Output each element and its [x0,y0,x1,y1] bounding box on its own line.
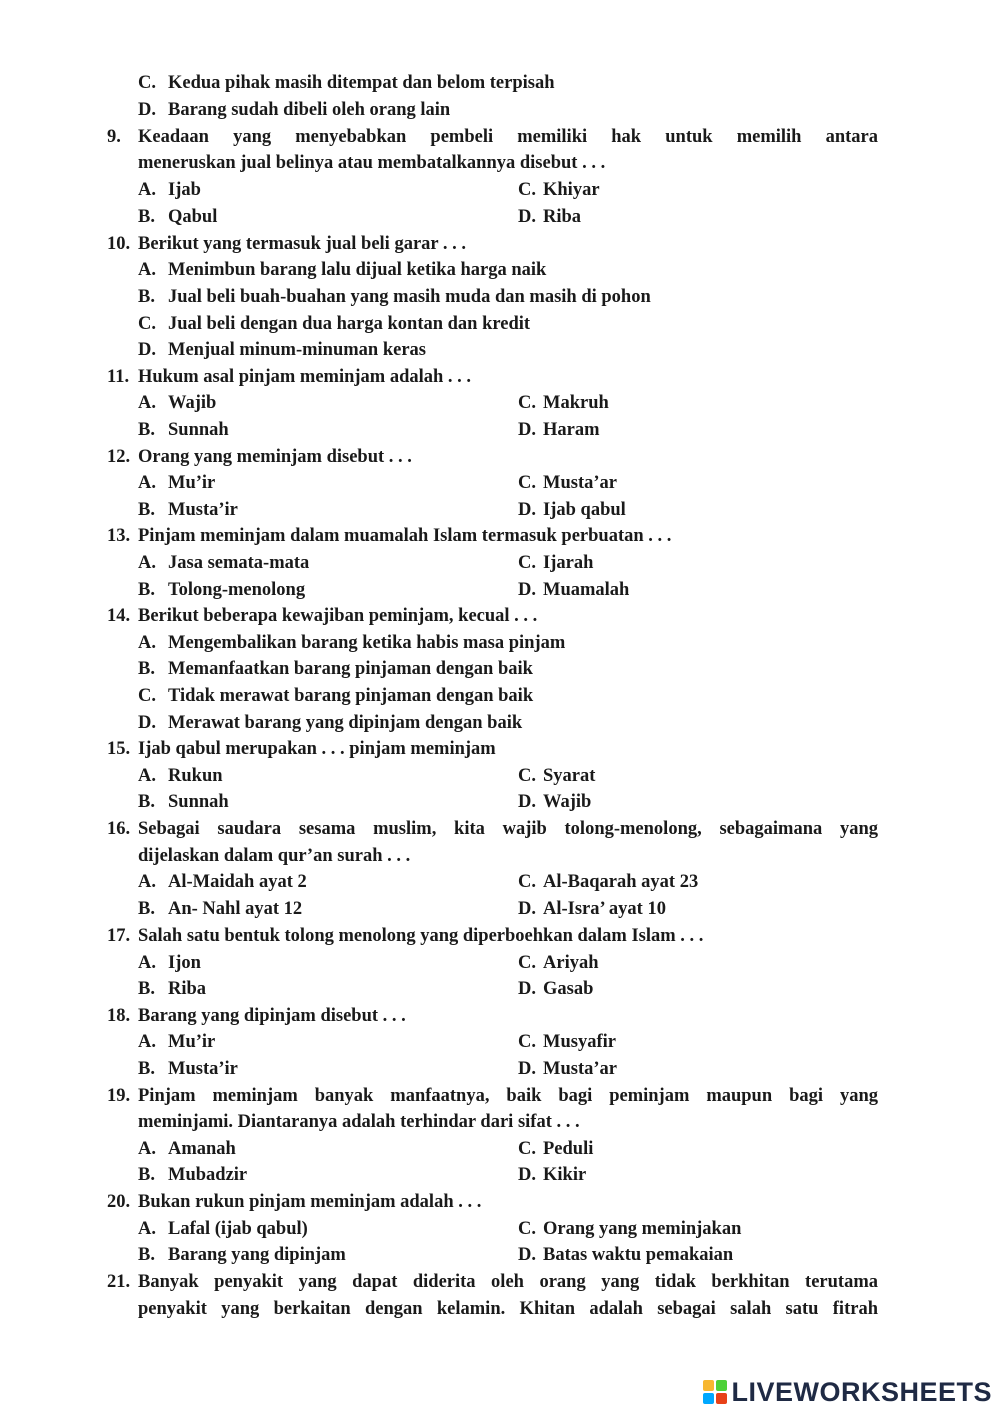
option-d[interactable]: D. Barang sudah dibeli oleh orang lain [138,100,451,120]
question-17 [107,923,703,949]
option-a[interactable]: A. Mu’ir [138,473,216,493]
option-c[interactable]: C. Ijarah [518,553,594,573]
option-c[interactable]: C. Musyafir [518,1032,616,1052]
question-text: Banyak penyakit yang dapat diderita oleh orang yang tidak berkhitan terutama [138,1272,878,1292]
liveworksheets-icon [703,1380,727,1404]
question-number: 10. [107,234,131,254]
question-text: Hukum asal pinjam meminjam adalah . . . [138,367,472,387]
option-d[interactable]: D. Musta’ar [518,1059,617,1079]
question-15 [107,736,496,762]
question-number: 11. [107,367,130,387]
option-d[interactable]: D. Merawat barang yang dipinjam dengan baik [138,713,523,733]
logo-square-icon [703,1393,714,1404]
option-a[interactable]: A. Menimbun barang lalu dijual ketika harga naik [138,260,547,280]
question-10 [107,231,466,257]
option-c[interactable]: C. Al-Baqarah ayat 23 [518,872,699,892]
question-number: 15. [107,739,131,759]
option-c[interactable]: C. Syarat [518,766,596,786]
option-c[interactable]: C. Musta’ar [518,473,617,493]
question-text: Pinjam meminjam banyak manfaatnya, baik bagi peminjam maupun bagi yang [138,1086,878,1106]
option-b[interactable]: B. Barang yang dipinjam [138,1245,346,1265]
option-c[interactable]: C. Kedua pihak masih ditempat dan belom terpisah [138,73,555,93]
question-text: Bukan rukun pinjam meminjam adalah . . . [138,1192,482,1212]
question-20 [107,1189,481,1215]
option-b[interactable]: B. Musta’ir [138,500,238,520]
option-b[interactable]: B. Qabul [138,207,218,227]
option-b[interactable]: B. Tolong-menolong [138,580,306,600]
option-a[interactable]: A. Mengembalikan barang ketika habis masa pinjam [138,633,566,653]
option-c[interactable]: C. Jual beli dengan dua harga kontan dan kredit [138,314,531,334]
option-b[interactable]: B. Mubadzir [138,1165,248,1185]
option-b[interactable]: B. Riba [138,979,207,999]
option-d[interactable]: D. Riba [518,207,582,227]
option-a[interactable]: A. Ijab [138,180,201,200]
question-number: 20. [107,1192,131,1212]
option-c[interactable]: C. Makruh [518,393,609,413]
question-text: Barang yang dipinjam disebut . . . [138,1006,406,1026]
option-d[interactable]: D. Batas waktu pemakaian [518,1245,734,1265]
question-text: Ijab qabul merupakan . . . pinjam meminjam [138,739,496,759]
option-b[interactable]: B. Memanfaatkan barang pinjaman dengan baik [138,659,533,679]
question-number: 14. [107,606,131,626]
question-text-cont [0,1296,1000,1322]
question-number: 19. [107,1086,131,1106]
option-b[interactable]: B. Jual beli buah-buahan yang masih muda dan masih di pohon [138,287,651,307]
question-9 [0,124,1000,150]
option-d[interactable]: D. Ijab qabul [518,500,626,520]
question-number: 16. [107,819,131,839]
option-a[interactable]: A. Wajib [138,393,217,413]
question-text-cont: meneruskan jual belinya atau membatalkannya disebut . . . [138,153,606,173]
question-19 [0,1083,1000,1109]
question-text-cont: dijelaskan dalam qur’an surah . . . [138,846,411,866]
option-c[interactable]: C. Khiyar [518,180,600,200]
question-text: Keadaan yang menyebabkan pembeli memiliki hak untuk memilih antara [138,127,878,147]
option-d[interactable]: D. Haram [518,420,600,440]
question-18 [107,1003,406,1029]
question-text: Berikut beberapa kewajiban peminjam, kecual . . . [138,606,538,626]
question-number: 13. [107,526,131,546]
option-d[interactable]: D. Wajib [518,792,592,812]
option-a[interactable]: A. Amanah [138,1139,236,1159]
question-text: Pinjam meminjam dalam muamalah Islam termasuk perbuatan . . . [138,526,672,546]
question-text: Salah satu bentuk tolong menolong yang diperboehkan dalam Islam . . . [138,926,704,946]
option-c[interactable]: C. Orang yang meminjakan [518,1219,742,1239]
question-text: Berikut yang termasuk jual beli garar . . . [138,234,467,254]
option-a[interactable]: A. Mu’ir [138,1032,216,1052]
question-text: penyakit yang berkaitan dengan kelamin. Khitan adalah sebagai salah satu fitrah [138,1299,878,1319]
option-d[interactable]: D. Kikir [518,1165,587,1185]
option-b[interactable]: B. Sunnah [138,420,229,440]
question-number: 17. [107,926,131,946]
brand-name: LIVEWORKSHEETS [731,1376,992,1407]
option-b[interactable]: B. Musta’ir [138,1059,238,1079]
question-11 [107,364,471,390]
option-d[interactable]: D. Menjual minum-minuman keras [138,340,426,360]
option-a[interactable]: A. Rukun [138,766,223,786]
question-text: Orang yang meminjam disebut . . . [138,447,412,467]
option-a[interactable]: A. Al-Maidah ayat 2 [138,872,307,892]
question-number: 18. [107,1006,131,1026]
option-d[interactable]: D. Al-Isra’ ayat 10 [518,899,666,919]
logo-square-icon [716,1393,727,1404]
option-d[interactable]: D. Gasab [518,979,594,999]
question-number: 21. [107,1272,131,1292]
option-a[interactable]: A. Lafal (ijab qabul) [138,1219,308,1239]
option-c[interactable]: C. Peduli [518,1139,594,1159]
option-a[interactable]: A. Ijon [138,953,201,973]
question-13 [107,523,671,549]
question-14 [107,603,537,629]
liveworksheets-logo[interactable] [703,1377,992,1407]
question-21 [0,1269,1000,1295]
option-b[interactable]: B. An- Nahl ayat 12 [138,899,303,919]
question-number: 12. [107,447,131,467]
option-b[interactable]: B. Sunnah [138,792,229,812]
option-c[interactable]: C. Ariyah [518,953,599,973]
option-a[interactable]: A. Jasa semata-mata [138,553,310,573]
logo-square-icon [716,1380,727,1391]
question-text: Sebagai saudara sesama muslim, kita wajib tolong-menolong, sebagaimana yang [138,819,878,839]
question-12 [107,444,412,470]
question-text-cont: meminjami. Diantaranya adalah terhindar dari sifat . . . [138,1112,580,1132]
question-16 [0,816,1000,842]
option-d[interactable]: D. Muamalah [518,580,630,600]
question-number: 9. [107,127,121,147]
logo-square-icon [703,1380,714,1391]
option-c[interactable]: C. Tidak merawat barang pinjaman dengan baik [138,686,534,706]
